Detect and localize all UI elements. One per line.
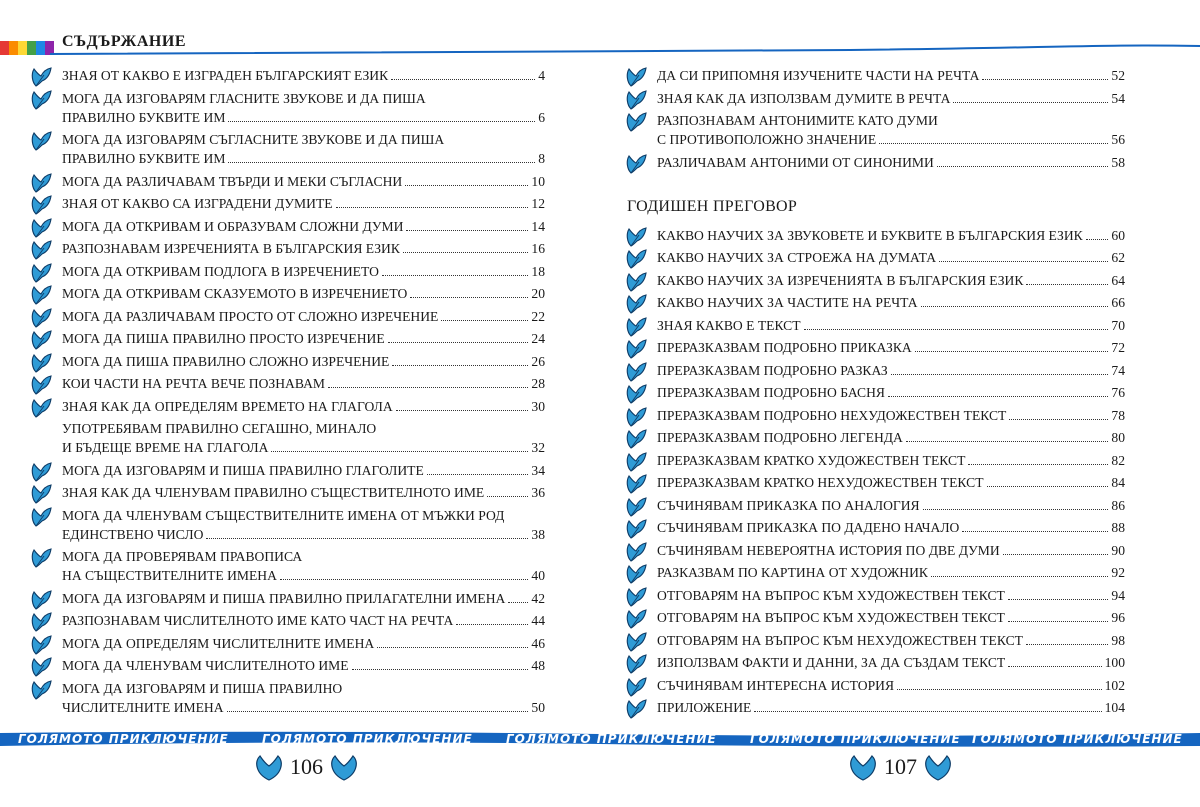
flower-bullet-icon (625, 428, 649, 450)
flower-bullet-icon (625, 338, 649, 360)
toc-item-page: 100 (1104, 655, 1125, 670)
flower-bullet-icon (30, 130, 54, 152)
dot-leader (352, 669, 529, 670)
toc-item-title: НА СЪЩЕСТВИТЕЛНИТЕ ИМЕНА (62, 568, 277, 583)
flower-bullet-icon (625, 631, 649, 653)
toc-item[interactable] (30, 634, 545, 653)
toc-item-page: 38 (531, 526, 545, 542)
flower-bullet-icon (30, 656, 54, 678)
dot-leader (396, 410, 529, 411)
toc-item-title: ПРЕРАЗКАЗВАМ ПОДРОБНО ЛЕГЕНДА (657, 430, 903, 445)
dot-leader (280, 579, 528, 580)
flower-bullet-icon (625, 383, 649, 405)
toc-item-title: ИЗПОЛЗВАМ ФАКТИ И ДАННИ, ЗА ДА СЪЗДАМ ТЕКСТ (657, 655, 1006, 670)
toc-item[interactable] (625, 451, 1125, 470)
dot-leader (888, 396, 1108, 397)
toc-item-title: ПРЕРАЗКАЗВАМ КРАТКО НЕХУДОЖЕСТВЕН ТЕКСТ (657, 475, 984, 490)
flower-bullet-icon (30, 89, 54, 111)
toc-item-page: 90 (1111, 542, 1125, 558)
flower-bullet-icon (30, 397, 54, 419)
toc-item[interactable] (30, 66, 545, 85)
toc-item-page: 88 (1111, 520, 1125, 535)
toc-item-title: УПОТРЕБЯВАМ ПРАВИЛНО СЕГАШНО, МИНАЛО (62, 421, 377, 436)
toc-item[interactable] (625, 66, 1125, 85)
toc-item-title: ОТГОВАРЯМ НА ВЪПРОС КЪМ ХУДОЖЕСТВЕН ТЕКСТ (657, 610, 1005, 625)
toc-item[interactable] (30, 679, 545, 717)
flower-bullet-icon (30, 419, 54, 441)
toc-item-page: 32 (531, 440, 545, 455)
toc-item[interactable] (625, 293, 1125, 312)
toc-item-page: 86 (1111, 497, 1125, 513)
toc-item-title: СЪЧИНЯВАМ ПРИКАЗКА ПО АНАЛОГИЯ (657, 497, 920, 513)
toc-item[interactable] (30, 461, 545, 480)
flower-bullet-icon (625, 586, 649, 608)
toc-right-bottom-list (625, 226, 1125, 718)
toc-item-title: МОГА ДА ОТКРИВАМ И ОБРАЗУВАМ СЛОЖНИ ДУМИ (62, 218, 404, 234)
toc-item-title: МОГА ДА ОТКРИВАМ ПОДЛОГА В ИЗРЕЧЕНИЕТО (62, 263, 379, 279)
toc-item[interactable] (625, 676, 1125, 695)
toc-item-title: ЕДИНСТВЕНО ЧИСЛО (62, 526, 204, 542)
dot-leader (227, 711, 529, 712)
toc-item-page: 60 (1111, 227, 1125, 243)
toc-item[interactable] (30, 217, 545, 236)
toc-item-page: 14 (531, 218, 545, 234)
toc-item[interactable] (30, 397, 545, 416)
flower-bullet-icon (625, 676, 649, 698)
toc-item-title: И БЪДЕЩЕ ВРЕМЕ НА ГЛАГОЛА (62, 440, 269, 455)
toc-item-title: МОГА ДА ИЗГОВАРЯМ И ПИША ПРАВИЛНО ГЛАГОЛИТЕ (62, 462, 424, 478)
toc-item[interactable] (625, 361, 1125, 380)
toc-item-title: ЧИСЛИТЕЛНИТЕ ИМЕНА (62, 699, 224, 715)
flower-bullet-icon (30, 461, 54, 483)
flower-bullet-icon (30, 284, 54, 306)
dot-leader (804, 329, 1109, 330)
flower-bullet-icon (30, 547, 54, 569)
flower-bullet-icon (30, 172, 54, 194)
flower-bullet-icon (625, 653, 649, 675)
dot-leader (382, 275, 529, 276)
toc-item[interactable] (30, 352, 545, 371)
toc-item-page: 98 (1111, 632, 1125, 648)
flower-bullet-icon (625, 226, 649, 248)
toc-right-column (625, 66, 1125, 721)
toc-item[interactable] (625, 338, 1125, 357)
toc-item[interactable] (30, 307, 545, 326)
toc-item-title: ПРЕРАЗКАЗВАМ ПОДРОБНО РАЗКАЗ (657, 362, 888, 378)
toc-item-page: 46 (531, 635, 545, 651)
toc-item-page: 80 (1111, 430, 1125, 445)
dot-leader (968, 464, 1108, 465)
toc-item-page: 82 (1111, 452, 1125, 468)
toc-item[interactable] (30, 284, 545, 303)
dot-leader (982, 79, 1108, 80)
dot-leader (931, 576, 1108, 577)
toc-item-page: 44 (531, 613, 545, 628)
flower-bullet-icon (625, 406, 649, 428)
stripe-blue (36, 41, 45, 55)
toc-item-page: 78 (1111, 407, 1125, 423)
toc-item-page: 48 (531, 658, 545, 673)
toc-item-title: МОГА ДА ИЗГОВАРЯМ И ПИША ПРАВИЛНО (62, 680, 343, 696)
dot-leader (456, 624, 528, 625)
toc-item[interactable] (30, 419, 545, 457)
toc-item-page: 74 (1111, 362, 1125, 378)
flower-bullet-icon (30, 483, 54, 505)
toc-item[interactable] (625, 383, 1125, 402)
flower-bullet-icon (625, 89, 649, 111)
dot-leader (1008, 621, 1109, 622)
dot-leader (271, 451, 528, 452)
toc-item-page: 50 (531, 699, 545, 715)
flower-bullet-icon (625, 361, 649, 383)
toc-item[interactable] (30, 483, 545, 502)
toc-item-title: МОГА ДА ЧЛЕНУВАМ СЪЩЕСТВИТЕЛНИТЕ ИМЕНА ОТ МЪЖКИ РОД (62, 507, 505, 523)
section-title: ГОДИШЕН ПРЕГОВОР (627, 197, 798, 215)
toc-item[interactable] (30, 329, 545, 348)
toc-item-page: 8 (538, 151, 545, 166)
toc-item-page: 56 (1111, 132, 1125, 147)
toc-item[interactable] (30, 194, 545, 213)
toc-item[interactable] (625, 153, 1125, 172)
toc-item[interactable] (625, 586, 1125, 605)
toc-item-page: 6 (538, 109, 545, 125)
toc-item-title: МОГА ДА ПИША ПРАВИЛНО ПРОСТО ИЗРЕЧЕНИЕ (62, 331, 385, 346)
toc-item-title: КОИ ЧАСТИ НА РЕЧТА ВЕЧЕ ПОЗНАВАМ (62, 376, 325, 391)
toc-item-page: 12 (531, 196, 545, 211)
toc-item-title: ПРЕРАЗКАЗВАМ ПОДРОБНО НЕХУДОЖЕСТВЕН ТЕКСТ (657, 407, 1007, 423)
toc-item-title: МОГА ДА ОПРЕДЕЛЯМ ЧИСЛИТЕЛНИТЕ ИМЕНА (62, 635, 375, 651)
dot-leader (427, 474, 529, 475)
toc-item[interactable] (625, 698, 1125, 717)
dot-leader (228, 121, 535, 122)
dot-leader (508, 602, 528, 603)
toc-item[interactable] (625, 518, 1125, 537)
flower-icon (252, 752, 286, 782)
dot-leader (388, 342, 529, 343)
toc-item-title: ПРАВИЛНО БУКВИТЕ ИМ (62, 109, 226, 125)
toc-item-title: МОГА ДА РАЗЛИЧАВАМ ПРОСТО ОТ СЛОЖНО ИЗРЕЧЕНИЕ (62, 308, 439, 324)
toc-item[interactable] (625, 271, 1125, 290)
toc-item-page: 94 (1111, 587, 1125, 603)
toc-item-page: 52 (1111, 68, 1125, 83)
dot-leader (403, 252, 528, 253)
toc-item[interactable] (625, 316, 1125, 335)
toc-item-title: С ПРОТИВОПОЛОЖНО ЗНАЧЕНИЕ (657, 132, 877, 147)
flower-bullet-icon (30, 194, 54, 216)
toc-item-title: МОГА ДА ИЗГОВАРЯМ СЪГЛАСНИТЕ ЗВУКОВЕ И ДА ПИША (62, 132, 445, 147)
flower-bullet-icon (625, 563, 649, 585)
flower-bullet-icon (30, 307, 54, 329)
stripe-green (27, 41, 36, 55)
flower-bullet-icon (30, 329, 54, 351)
flower-bullet-icon (625, 496, 649, 518)
page-number-left: 106 (290, 754, 323, 779)
flower-bullet-icon (30, 589, 54, 611)
toc-item-title: ПРИЛОЖЕНИЕ (657, 700, 752, 715)
toc-item-title: ЗНАЯ КАК ДА ЧЛЕНУВАМ ПРАВИЛНО СЪЩЕСТВИТЕЛНОТО ИМЕ (62, 485, 485, 500)
toc-item-title: ПРАВИЛНО БУКВИТЕ ИМ (62, 151, 226, 166)
toc-item-page: 28 (531, 376, 545, 391)
flower-icon (921, 752, 955, 782)
flower-bullet-icon (30, 611, 54, 633)
dot-leader (1026, 644, 1108, 645)
toc-item-title: ЗНАЯ КАК ДА ОПРЕДЕЛЯМ ВРЕМЕТО НА ГЛАГОЛА (62, 398, 393, 414)
toc-item[interactable] (625, 608, 1125, 627)
toc-item-title: КАКВО НАУЧИХ ЗА ЗВУКОВЕТЕ И БУКВИТЕ В БЪЛГАРСКИЯ ЕЗИК (657, 227, 1083, 243)
dot-leader (987, 486, 1109, 487)
toc-item-title: ПРЕРАЗКАЗВАМ КРАТКО ХУДОЖЕСТВЕН ТЕКСТ (657, 452, 966, 468)
stripe-red (0, 41, 9, 55)
toc-item-title: СЪЧИНЯВАМ ИНТЕРЕСНА ИСТОРИЯ (657, 677, 895, 693)
toc-item-page: 22 (531, 308, 545, 324)
toc-item[interactable] (625, 541, 1125, 560)
toc-item-page: 64 (1111, 272, 1125, 288)
band-label-3: ГОЛЯМОТО ПРИКЛЮЧЕНИЕ (506, 732, 717, 746)
dot-leader (405, 185, 528, 186)
toc-item-page: 58 (1111, 154, 1125, 170)
toc-item-title: ОТГОВАРЯМ НА ВЪПРОС КЪМ НЕХУДОЖЕСТВЕН ТЕКСТ (657, 632, 1023, 648)
flower-bullet-icon (625, 66, 649, 88)
toc-item-page: 72 (1111, 340, 1125, 355)
toc-item-page: 16 (531, 241, 545, 256)
flower-bullet-icon (625, 608, 649, 630)
toc-item-title: МОГА ДА ИЗГОВАРЯМ ГЛАСНИТЕ ЗВУКОВЕ И ДА ПИША (62, 90, 426, 106)
toc-left-column (30, 66, 545, 720)
flower-bullet-icon (625, 451, 649, 473)
page-heading: СЪДЪРЖАНИЕ (62, 33, 186, 50)
toc-item-page: 76 (1111, 385, 1125, 400)
toc-item-page: 102 (1104, 677, 1125, 693)
band-label-5: ГОЛЯМОТО ПРИКЛЮЧЕНИЕ (972, 732, 1183, 746)
color-stripe (0, 41, 54, 55)
toc-item-page: 36 (531, 485, 545, 500)
flower-bullet-icon (625, 248, 649, 270)
flower-bullet-icon (625, 271, 649, 293)
toc-item[interactable] (625, 226, 1125, 245)
dot-leader (879, 143, 1108, 144)
toc-item-title: РАЗПОЗНАВАМ ИЗРЕЧЕНИЯТА В БЪЛГАРСКИЯ ЕЗИК (62, 241, 400, 256)
flower-bullet-icon (625, 518, 649, 540)
toc-item[interactable] (30, 130, 545, 168)
dot-leader (1003, 554, 1109, 555)
flower-bullet-icon (625, 316, 649, 338)
toc-item-title: МОГА ДА ПИША ПРАВИЛНО СЛОЖНО ИЗРЕЧЕНИЕ (62, 353, 390, 369)
dot-leader (953, 102, 1108, 103)
toc-item-title: СЪЧИНЯВАМ НЕВЕРОЯТНА ИСТОРИЯ ПО ДВЕ ДУМИ (657, 542, 1000, 558)
toc-item-page: 24 (531, 331, 545, 346)
toc-item[interactable] (30, 547, 545, 585)
toc-item-title: КАКВО НАУЧИХ ЗА СТРОЕЖА НА ДУМАТА (657, 250, 937, 265)
toc-item-title: МОГА ДА ИЗГОВАРЯМ И ПИША ПРАВИЛНО ПРИЛАГАТЕЛНИ ИМЕНА (62, 590, 506, 606)
toc-item[interactable] (625, 428, 1125, 447)
flower-bullet-icon (625, 698, 649, 720)
flower-bullet-icon (30, 506, 54, 528)
toc-item-page: 10 (531, 173, 545, 189)
flower-bullet-icon (30, 262, 54, 284)
flower-bullet-icon (625, 473, 649, 495)
dot-leader (391, 79, 535, 80)
toc-item-title: МОГА ДА ПРОВЕРЯВАМ ПРАВОПИСА (62, 549, 303, 564)
toc-item-title: КАКВО НАУЧИХ ЗА ЧАСТИТЕ НА РЕЧТА (657, 295, 918, 310)
toc-item-title: ЗНАЯ КАК ДА ИЗПОЛЗВАМ ДУМИТЕ В РЕЧТА (657, 90, 951, 106)
dot-leader (939, 261, 1108, 262)
flower-icon (846, 752, 880, 782)
toc-item[interactable] (625, 406, 1125, 425)
page-number-right: 107 (884, 754, 917, 779)
toc-item-page: 62 (1111, 250, 1125, 265)
flower-bullet-icon (625, 541, 649, 563)
toc-item-title: РАЗПОЗНАВАМ ЧИСЛИТЕЛНОТО ИМЕ КАТО ЧАСТ НА РЕЧТА (62, 613, 454, 628)
toc-item[interactable] (30, 611, 545, 630)
toc-item-title: РАЗЛИЧАВАМ АНТОНИМИ ОТ СИНОНИМИ (657, 154, 934, 170)
toc-item[interactable] (625, 89, 1125, 108)
dot-leader (962, 531, 1108, 532)
toc-item-page: 92 (1111, 565, 1125, 580)
toc-item-page: 104 (1104, 700, 1125, 715)
toc-item[interactable] (30, 172, 545, 191)
dot-leader (410, 297, 528, 298)
header-wave-line (50, 40, 1200, 56)
flower-bullet-icon (30, 679, 54, 701)
toc-item-page: 30 (531, 398, 545, 414)
toc-item[interactable] (625, 496, 1125, 515)
toc-item[interactable] (30, 374, 545, 393)
toc-item-page: 84 (1111, 475, 1125, 490)
toc-item-title: ЗНАЯ ОТ КАКВО СА ИЗГРАДЕНИ ДУМИТЕ (62, 196, 333, 211)
dot-leader (328, 387, 528, 388)
toc-item-title: ЗНАЯ КАКВО Е ТЕКСТ (657, 317, 801, 333)
dot-leader (441, 320, 528, 321)
toc-item-title: ДА СИ ПРИПОМНЯ ИЗУЧЕНИТЕ ЧАСТИ НА РЕЧТА (657, 68, 980, 83)
toc-item-title: МОГА ДА РАЗЛИЧАВАМ ТВЪРДИ И МЕКИ СЪГЛАСНИ (62, 173, 403, 189)
flower-bullet-icon (30, 217, 54, 239)
toc-item-title: МОГА ДА ЧЛЕНУВАМ ЧИСЛИТЕЛНОТО ИМЕ (62, 658, 349, 673)
dot-leader (891, 374, 1109, 375)
toc-item-title: СЪЧИНЯВАМ ПРИКАЗКА ПО ДАДЕНО НАЧАЛО (657, 520, 960, 535)
toc-item-page: 54 (1111, 90, 1125, 106)
toc-item[interactable] (30, 89, 545, 127)
band-label-1: ГОЛЯМОТО ПРИКЛЮЧЕНИЕ (18, 732, 229, 746)
flower-bullet-icon (625, 153, 649, 175)
dot-leader (897, 689, 1102, 690)
toc-item-page: 4 (538, 68, 545, 83)
toc-item-page: 96 (1111, 610, 1125, 625)
flower-bullet-icon (625, 111, 649, 133)
dot-leader (921, 306, 1109, 307)
flower-bullet-icon (30, 374, 54, 396)
flower-bullet-icon (30, 66, 54, 88)
dot-leader (937, 166, 1109, 167)
flower-bullet-icon (30, 352, 54, 374)
toc-item[interactable] (30, 239, 545, 258)
toc-item-title: ПРЕРАЗКАЗВАМ ПОДРОБНО ПРИКАЗКА (657, 340, 912, 355)
page-number-left-group (252, 752, 361, 782)
dot-leader (1026, 284, 1108, 285)
dot-leader (1009, 419, 1108, 420)
dot-leader (392, 365, 528, 366)
dot-leader (487, 496, 528, 497)
dot-leader (1008, 599, 1109, 600)
flower-bullet-icon (30, 634, 54, 656)
toc-item[interactable] (30, 589, 545, 608)
toc-item[interactable] (625, 473, 1125, 492)
band-label-4: ГОЛЯМОТО ПРИКЛЮЧЕНИЕ (750, 732, 961, 746)
dot-leader (915, 351, 1109, 352)
dot-leader (406, 230, 528, 231)
toc-item-page: 42 (531, 590, 545, 606)
flower-icon (327, 752, 361, 782)
toc-item-title: РАЗКАЗВАМ ПО КАРТИНА ОТ ХУДОЖНИК (657, 565, 928, 580)
toc-item[interactable] (30, 506, 545, 544)
stripe-yellow (18, 41, 27, 55)
toc-item[interactable] (625, 563, 1125, 582)
dot-leader (377, 647, 528, 648)
stripe-orange (9, 41, 18, 55)
toc-item-page: 40 (531, 568, 545, 583)
toc-item-title: МОГА ДА ОТКРИВАМ СКАЗУЕМОТО В ИЗРЕЧЕНИЕТО (62, 286, 408, 301)
band-label-2: ГОЛЯМОТО ПРИКЛЮЧЕНИЕ (262, 732, 473, 746)
toc-item-page: 26 (531, 353, 545, 369)
dot-leader (923, 509, 1109, 510)
dot-leader (206, 538, 528, 539)
toc-item-page: 70 (1111, 317, 1125, 333)
toc-item[interactable] (625, 631, 1125, 650)
flower-bullet-icon (625, 293, 649, 315)
toc-item-page: 66 (1111, 295, 1125, 310)
dot-leader (906, 441, 1109, 442)
dot-leader (1008, 666, 1101, 667)
dot-leader (336, 207, 529, 208)
toc-item-title: КАКВО НАУЧИХ ЗА ИЗРЕЧЕНИЯТА В БЪЛГАРСКИЯ ЕЗИК (657, 272, 1024, 288)
toc-item-title: ОТГОВАРЯМ НА ВЪПРОС КЪМ ХУДОЖЕСТВЕН ТЕКСТ (657, 587, 1005, 603)
toc-item[interactable] (30, 262, 545, 281)
toc-item-title: ПРЕРАЗКАЗВАМ ПОДРОБНО БАСНЯ (657, 385, 885, 400)
toc-item[interactable] (625, 653, 1125, 672)
dot-leader (754, 711, 1101, 712)
toc-item-title: ЗНАЯ ОТ КАКВО Е ИЗГРАДЕН БЪЛГАРСКИЯТ ЕЗИК (62, 68, 389, 83)
dot-leader (228, 162, 535, 163)
toc-item[interactable] (30, 656, 545, 675)
toc-item-page: 34 (531, 462, 545, 478)
flower-bullet-icon (30, 239, 54, 261)
toc-item-page: 18 (531, 263, 545, 279)
toc-item-page: 20 (531, 286, 545, 301)
toc-item-title: РАЗПОЗНАВАМ АНТОНИМИТЕ КАТО ДУМИ (657, 113, 938, 128)
dot-leader (1086, 239, 1109, 240)
toc-item[interactable] (625, 248, 1125, 267)
page-number-right-group (846, 752, 955, 782)
toc-item[interactable] (625, 111, 1125, 149)
toc-right-top-list (625, 66, 1125, 172)
